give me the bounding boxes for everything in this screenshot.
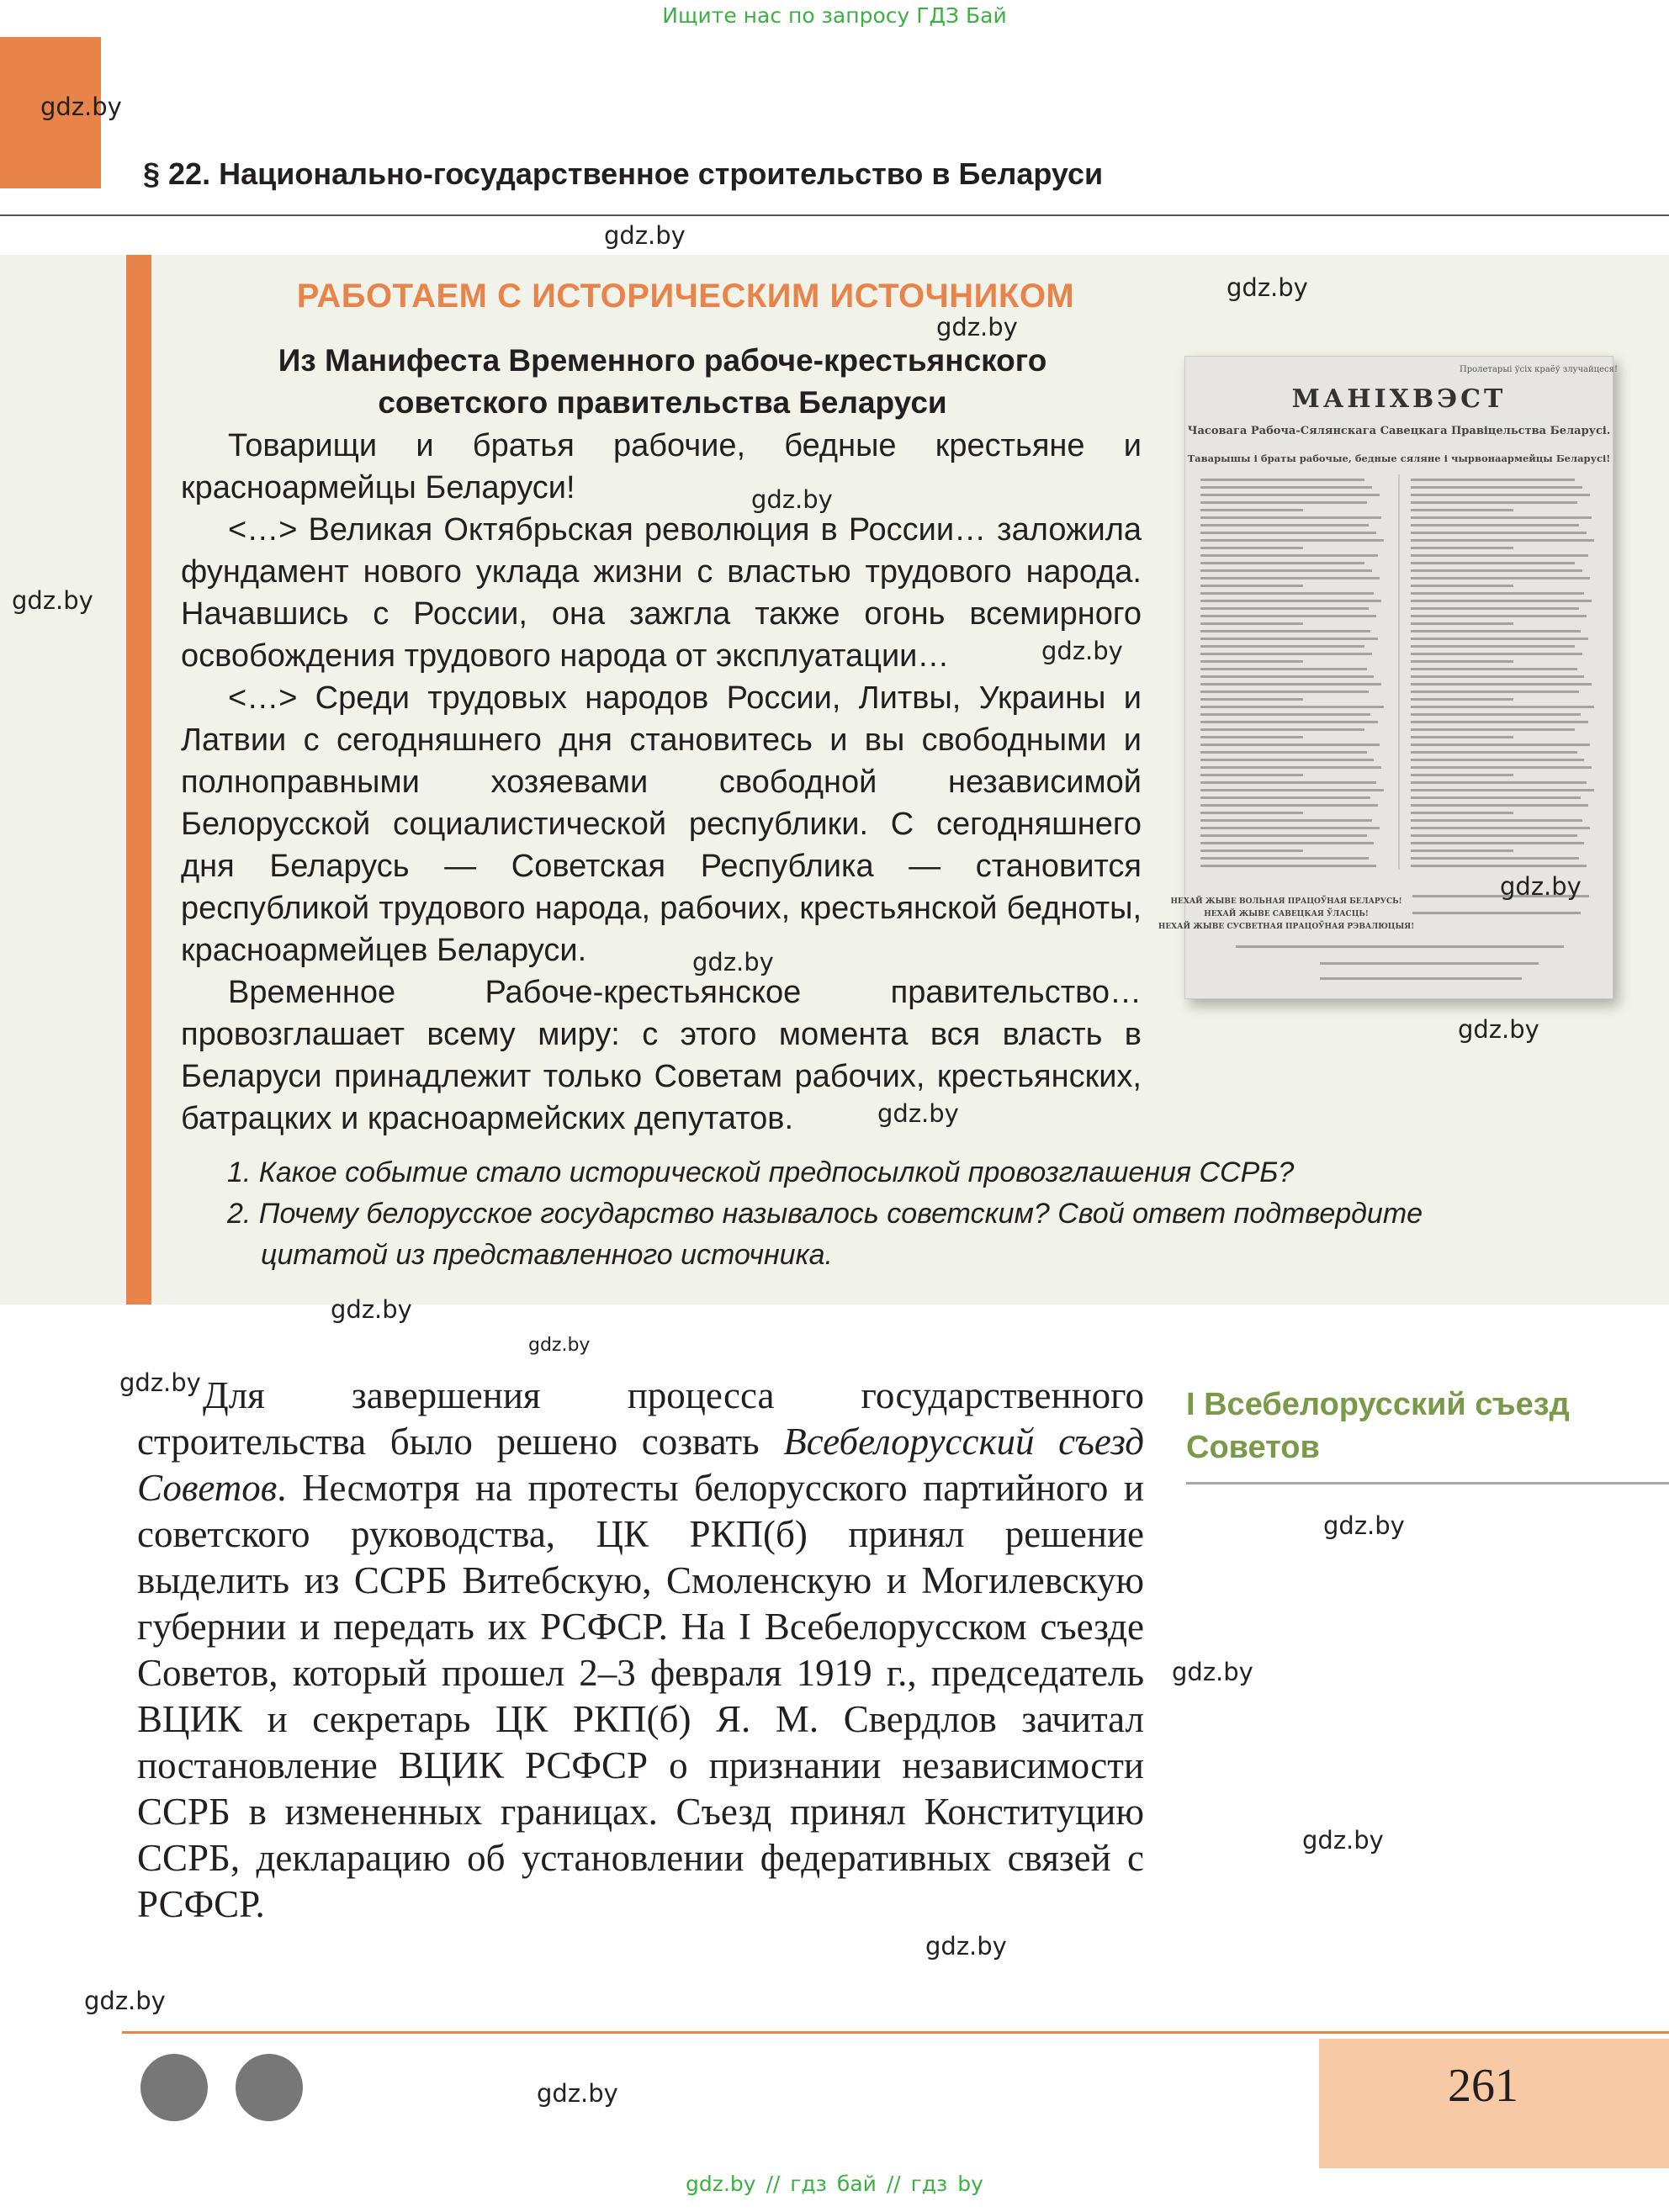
- manifesto-signature-line: [1412, 912, 1581, 914]
- source-accent-bar: [126, 255, 151, 1304]
- manifesto-text-line: [1411, 849, 1513, 852]
- manifesto-slogan: НЕХАЙ ЖЫВЕ САВЕЦКАЯ ЎЛАСЦЬ!: [1204, 910, 1369, 918]
- manifesto-text-line: [1200, 842, 1374, 844]
- watermark: gdz.by: [537, 2079, 618, 2108]
- manifesto-text-line: [1411, 539, 1594, 542]
- manifesto-subtitle: Часовага Рабоча-Сялянскага Савецкага Правіцельства Беларусі.: [1187, 425, 1611, 437]
- manifesto-text-line: [1411, 562, 1575, 564]
- document-title-line-1: Из Манифеста Временного рабоче-крестьянского: [278, 343, 1047, 378]
- manifesto-text-line: [1200, 751, 1367, 754]
- manifesto-text-line: [1411, 819, 1582, 822]
- document-title-line-2: советского правительства Беларуси: [378, 385, 947, 420]
- manifesto-text-line: [1411, 865, 1587, 867]
- manifesto-document-graphic: [1158, 357, 1618, 998]
- watermark: gdz.by: [1172, 1658, 1253, 1686]
- manifesto-text-line: [1411, 509, 1513, 511]
- manifesto-text-line: [1200, 683, 1381, 685]
- manifesto-text-line: [1411, 706, 1594, 708]
- source-excerpt: [181, 425, 1142, 1140]
- manifesto-text-line: [1200, 600, 1381, 602]
- manifesto-text-line: [1200, 554, 1378, 557]
- watermark: gdz.by: [877, 1099, 959, 1128]
- manifesto-text-line: [1411, 524, 1579, 527]
- manifesto-text-line: [1411, 630, 1581, 632]
- manifesto-text-line: [1411, 744, 1590, 746]
- manifesto-text-line: [1200, 501, 1367, 504]
- manifesto-text-line: [1411, 645, 1575, 648]
- footer-circle-marker: [236, 2054, 303, 2121]
- manifesto-text-line: [1411, 796, 1581, 799]
- manifesto-text-line: [1411, 691, 1579, 693]
- bottom-links[interactable]: gdz.by // гдз бай // гдз by: [686, 2172, 983, 2196]
- manifesto-text-line: [1200, 789, 1384, 791]
- manifesto-text-line: [1200, 713, 1370, 716]
- manifesto-text-line: [1200, 796, 1370, 799]
- manifesto-text-line: [1200, 819, 1372, 822]
- manifesto-text-line: [1411, 766, 1592, 769]
- manifesto-text-line: [1411, 547, 1513, 549]
- manifesto-text-line: [1411, 577, 1590, 579]
- manifesto-text-line: [1411, 516, 1592, 519]
- manifesto-text-line: [1200, 494, 1380, 496]
- manifesto-text-line: [1200, 547, 1303, 549]
- manifesto-text-line: [1200, 577, 1380, 579]
- manifesto-text-line: [1200, 615, 1376, 617]
- manifesto-text-line: [1411, 554, 1588, 557]
- manifesto-text-line: [1411, 486, 1582, 489]
- manifesto-text-line: [1200, 524, 1369, 527]
- manifesto-top-line: Пролетарыі ўсіх краёў злучайцеся!: [1460, 365, 1618, 374]
- manifesto-text-line: [1411, 585, 1513, 587]
- page-number: 261: [1448, 2060, 1518, 2112]
- excerpt-paragraph: <…> Среди трудовых народов России, Литвы, Украины и Латвии с сегодняшнего дня становитесь и вы свободными и полноправными хозяевами свободной независимой Белорусской социалистической республики. С сегодняшнего дня Беларусь — Советская Республика — становится республикой трудового народа, рабочих, крестьянской бедноты, красноармейцев Беларуси.: [181, 680, 1142, 968]
- manifesto-text-line: [1200, 721, 1378, 723]
- body-emphasis: Всебелорусский съезд Советов: [137, 1421, 1144, 1509]
- corner-tab-label: gdz.by: [40, 93, 122, 121]
- body-paragraph: [137, 1373, 1144, 1928]
- excerpt-paragraph: Временное Рабоче-крестьянское правительство… провозглашает всему миру: с этого момента вся власть в Беларуси принадлежит только Советам рабочих, крестьянских, батрацких и красноармейских депутатов.: [181, 975, 1142, 1136]
- manifesto-text-line: [1200, 592, 1374, 595]
- question-1: 1. Какое событие стало исторической предпосылкой провозглашения ССРБ?: [227, 1156, 1295, 1188]
- main-body-text: [137, 1373, 1144, 1928]
- manifesto-text-line: [1200, 759, 1374, 761]
- manifesto-title: МАНІХВЭСТ: [1291, 384, 1507, 414]
- manifesto-text-line: [1411, 774, 1513, 776]
- watermark: gdz.by: [528, 1335, 591, 1356]
- manifesto-text-line: [1200, 645, 1364, 648]
- manifesto-text-line: [1411, 532, 1587, 534]
- manifesto-text-line: [1200, 653, 1372, 655]
- manifesto-text-line: [1200, 509, 1303, 511]
- manifesto-text-line: [1200, 728, 1364, 731]
- manifesto-text-line: [1411, 789, 1594, 791]
- watermark: gdz.by: [751, 485, 833, 514]
- watermark: gdz.by: [1227, 273, 1308, 302]
- manifesto-text-line: [1200, 668, 1367, 670]
- manifesto-text-line: [1200, 486, 1372, 489]
- manifesto-text-line: [1411, 857, 1579, 860]
- manifesto-text-line: [1200, 698, 1303, 701]
- manifesto-text-line: [1411, 638, 1588, 640]
- manifesto-text-line: [1411, 721, 1588, 723]
- manifesto-text-line: [1411, 804, 1588, 807]
- watermark: gdz.by: [936, 313, 1018, 341]
- manifesto-text-line: [1411, 698, 1513, 701]
- side-heading-rule: [1186, 1482, 1669, 1484]
- manifesto-image: [1158, 356, 1618, 999]
- watermark: gdz.by: [604, 221, 686, 250]
- manifesto-text-line: [1411, 675, 1584, 678]
- manifesto-text-line: [1200, 660, 1303, 663]
- header-divider: [0, 214, 1669, 216]
- manifesto-text-line: [1411, 653, 1582, 655]
- watermark: gdz.by: [925, 1932, 1007, 1961]
- manifesto-text-line: [1200, 630, 1370, 632]
- manifesto-text-line: [1200, 622, 1303, 625]
- manifesto-text-line: [1200, 812, 1303, 814]
- manifesto-slogan: НЕХАЙ ЖЫВЕ СУСВЕТНАЯ ПРАЦОЎНАЯ РЭВАЛЮЦЫЯ!: [1158, 923, 1415, 931]
- manifesto-text-line: [1411, 569, 1582, 572]
- manifesto-text-line: [1411, 622, 1513, 625]
- manifesto-text-line: [1200, 516, 1381, 519]
- manifesto-text-line: [1200, 849, 1303, 852]
- manifesto-text-line: [1411, 607, 1579, 610]
- manifesto-text-line: [1200, 766, 1381, 769]
- manifesto-text-line: [1200, 569, 1372, 572]
- manifesto-text-line: [1411, 592, 1584, 595]
- manifesto-text-line: [1200, 744, 1380, 746]
- manifesto-text-line: [1411, 494, 1590, 496]
- manifesto-text-line: [1411, 479, 1575, 481]
- manifesto-text-line: [1200, 607, 1369, 610]
- manifesto-text-line: [1200, 774, 1303, 776]
- manifesto-text-line: [1411, 501, 1577, 504]
- watermark: gdz.by: [692, 948, 774, 976]
- footer-circle-marker: [140, 2054, 208, 2121]
- question-2: 2. Почему белорусское государство называлось советским? Свой ответ подтвердите цитатой из представленного источника.: [227, 1198, 1423, 1271]
- manifesto-text-line: [1411, 736, 1513, 738]
- manifesto-text-line: [1411, 713, 1581, 716]
- manifesto-signature-line: [1320, 977, 1522, 980]
- watermark: gdz.by: [1458, 1015, 1539, 1044]
- document-title: [181, 340, 1144, 424]
- manifesto-text-line: [1200, 706, 1384, 708]
- manifesto-text-line: [1200, 675, 1374, 678]
- manifesto-text-line: [1411, 781, 1587, 784]
- manifesto-address: Таварышы і браты рабочые, бедные сяляне і чырвонаармейцы Беларусі!: [1187, 452, 1611, 464]
- manifesto-text-line: [1411, 668, 1577, 670]
- watermark: gdz.by: [12, 586, 93, 615]
- manifesto-text-line: [1411, 751, 1577, 754]
- manifesto-text-line: [1411, 812, 1513, 814]
- manifesto-signature-line: [1236, 945, 1564, 948]
- manifesto-signature-line: [1320, 962, 1539, 965]
- manifesto-text-line: [1200, 857, 1369, 860]
- excerpt-paragraph: <…> Великая Октябрьская революция в России… заложила фундамент нового уклада жизни с властью трудового народа. Начавшись с России, она зажгла также огонь всемирного освобождения трудового народа от эксплуатации…: [181, 512, 1142, 674]
- manifesto-text-line: [1411, 842, 1584, 844]
- manifesto-text-line: [1411, 683, 1592, 685]
- manifesto-text-line: [1200, 691, 1369, 693]
- manifesto-text-line: [1200, 804, 1378, 807]
- manifesto-text-line: [1411, 759, 1584, 761]
- manifesto-text-line: [1200, 479, 1364, 481]
- footer-divider: [122, 2031, 1669, 2034]
- manifesto-text-line: [1200, 585, 1303, 587]
- manifesto-text-line: [1411, 827, 1590, 829]
- watermark: gdz.by: [1302, 1826, 1384, 1855]
- manifesto-text-line: [1200, 834, 1367, 837]
- watermark: gdz.by: [1041, 637, 1123, 665]
- manifesto-slogan: НЕХАЙ ЖЫВЕ ВОЛЬНАЯ ПРАЦОЎНАЯ БЕЛАРУСЬ!: [1170, 897, 1402, 906]
- manifesto-text-line: [1411, 615, 1587, 617]
- watermark: gdz.by: [119, 1368, 201, 1397]
- manifesto-text-line: [1200, 781, 1376, 784]
- top-banner[interactable]: Ищите нас по запросу ГДЗ Бай: [662, 3, 1007, 28]
- manifesto-text-line: [1200, 827, 1380, 829]
- section-title: § 22. Национально-государственное строительство в Беларуси: [143, 156, 1104, 191]
- questions-list: [227, 1152, 1447, 1276]
- watermark: gdz.by: [331, 1295, 412, 1324]
- manifesto-text-line: [1411, 728, 1575, 731]
- manifesto-text-line: [1200, 562, 1364, 564]
- source-heading: РАБОТАЕМ С ИСТОРИЧЕСКИМ ИСТОЧНИКОМ: [296, 278, 1075, 315]
- manifesto-text-line: [1200, 865, 1376, 867]
- body-text: Для завершения процесса государственного строительства было решено созвать: [137, 1374, 1144, 1463]
- excerpt-paragraph: Товарищи и братья рабочие, бедные крестьяне и красноармейцы Беларуси!: [181, 428, 1142, 505]
- side-heading: I Всебелорусский съезд Советов: [1186, 1387, 1570, 1465]
- manifesto-text-line: [1200, 638, 1378, 640]
- manifesto-text-line: [1411, 834, 1577, 837]
- manifesto-text-line: [1200, 539, 1384, 542]
- manifesto-text-line: [1411, 660, 1513, 663]
- watermark: gdz.by: [1323, 1511, 1405, 1540]
- body-text: . Несмотря на протесты белорусского партийного и советского руководства, ЦК РКП(б) принял решение выделить из ССРБ Витебскую, Смоленскую и Могилевскую губернии и передать их РСФСР. На I Всебелорусском съезде Советов, который прошел 2–3 февраля 1919 г., председатель ВЦИК и секретарь ЦК РКП(б) Я. М. Свердлов зачитал постановление ВЦИК РСФСР о признании независимости ССРБ в измененных границах. Съезд принял Конституцию ССРБ, декларацию об установлении федеративных связей с РСФСР.: [137, 1467, 1144, 1925]
- watermark: gdz.by: [1500, 872, 1582, 901]
- manifesto-text-line: [1411, 600, 1592, 602]
- watermark: gdz.by: [84, 1987, 166, 2015]
- manifesto-text-line: [1200, 532, 1376, 534]
- manifesto-text-line: [1200, 736, 1303, 738]
